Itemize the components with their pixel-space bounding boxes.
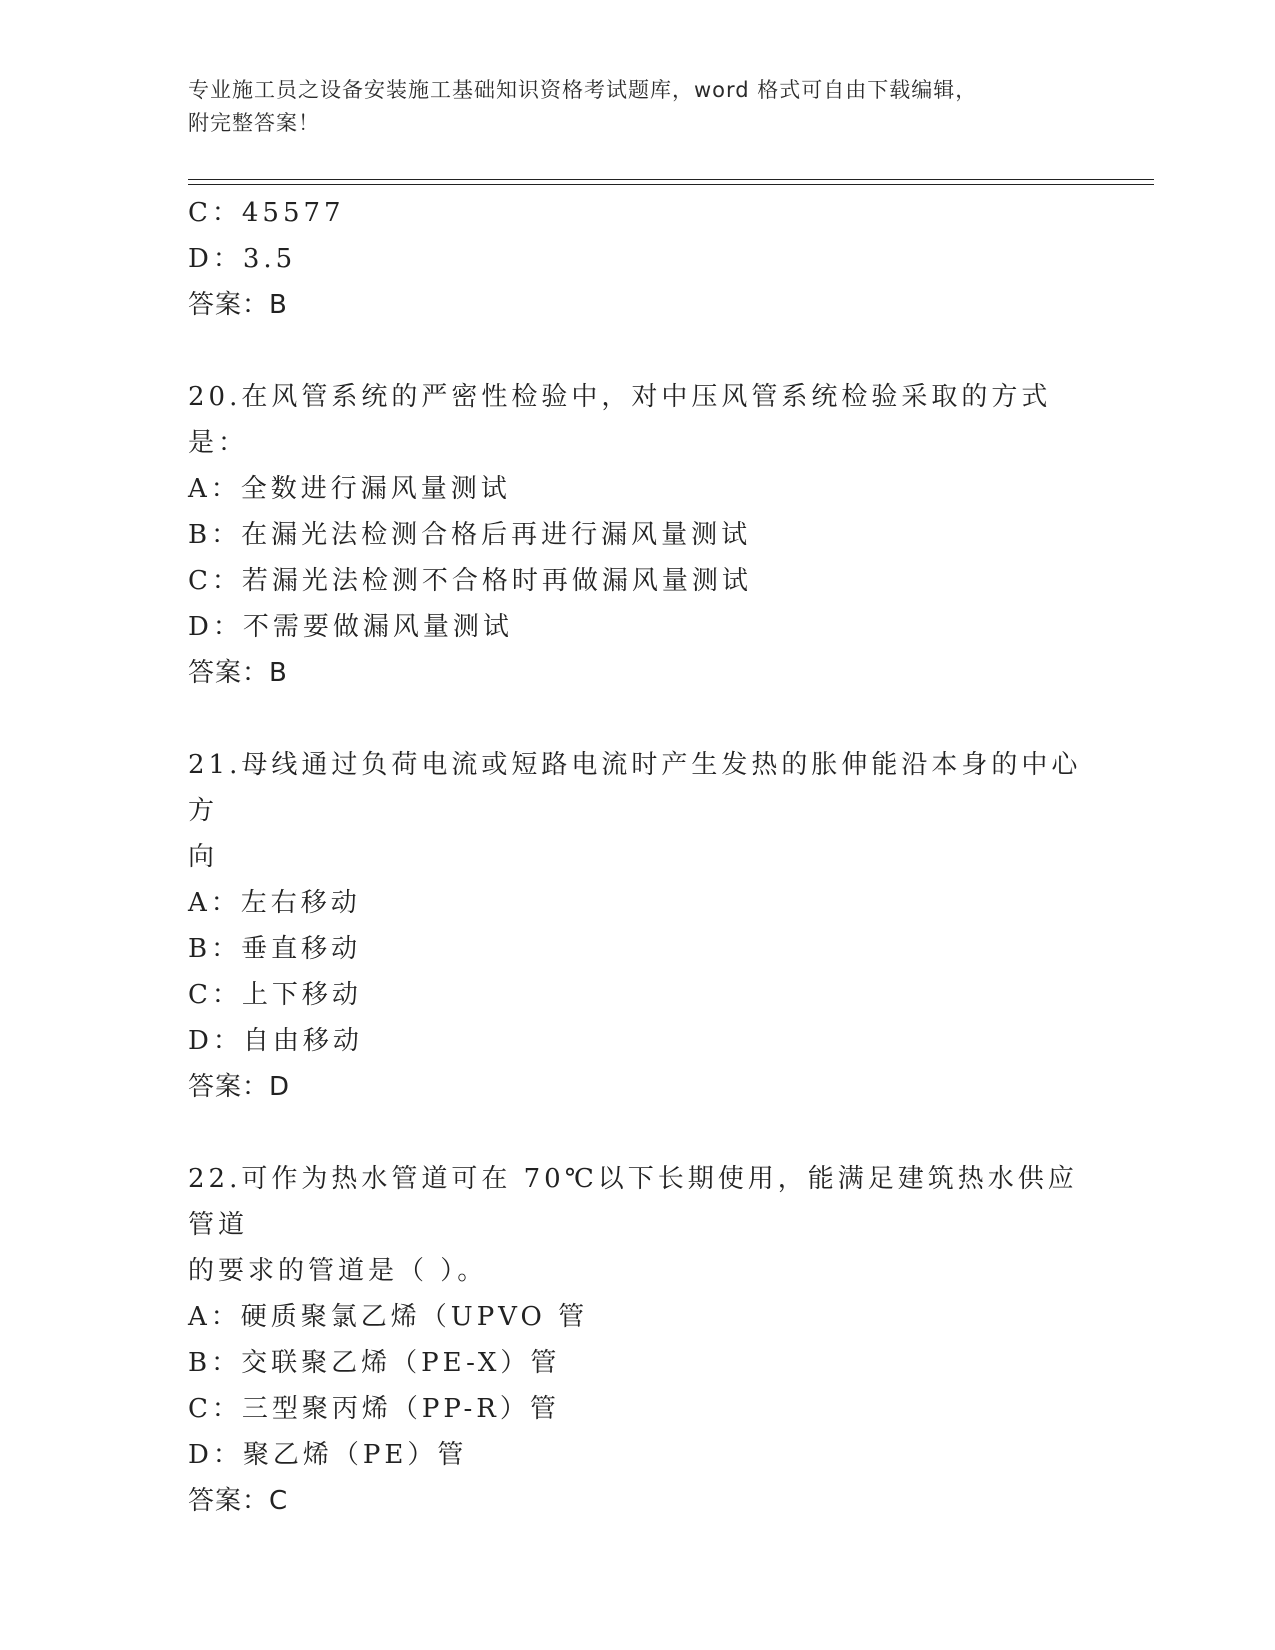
option-d: D：不需要做漏风量测试 — [188, 612, 513, 642]
spacer — [188, 696, 1088, 742]
option-a: A：全数进行漏风量测试 — [188, 474, 511, 504]
option-a: A：左右移动 — [188, 888, 361, 918]
option-b: B：垂直移动 — [188, 934, 362, 964]
question-text-line-2: 的要求的管道是（ ）。 — [188, 1256, 488, 1286]
option-c: C：三型聚丙烯（PP-R）管 — [188, 1394, 560, 1424]
answer-line: 答案：D — [188, 1072, 291, 1102]
option-c: C：若漏光法检测不合格时再做漏风量测试 — [188, 566, 752, 596]
question-20 — [188, 374, 1088, 696]
question-text-line-2: 向 — [188, 842, 219, 872]
option-c: C：45577 — [188, 198, 345, 228]
option-c: C：上下移动 — [188, 980, 362, 1010]
question-text-line-1: 21.母线通过负荷电流或短路电流时产生发热的胀伸能沿本身的中心方 — [188, 750, 1082, 826]
option-a: A：硬质聚氯乙烯（UPVO 管 — [188, 1302, 589, 1332]
question-22 — [188, 1156, 1088, 1524]
option-b: B：交联聚乙烯（PE-X）管 — [188, 1348, 561, 1378]
question-text-line-1: 22.可作为热水管道可在 70℃以下长期使用，能满足建筑热水供应管道 — [188, 1164, 1078, 1240]
option-b: B：在漏光法检测合格后再进行漏风量测试 — [188, 520, 752, 550]
answer-line: 答案：C — [188, 1486, 289, 1516]
spacer — [188, 1110, 1088, 1156]
option-d: D：自由移动 — [188, 1026, 363, 1056]
answer-line: 答案：B — [188, 290, 288, 320]
header-divider-bottom — [188, 184, 1154, 185]
spacer — [188, 328, 1088, 374]
previous-question-tail — [188, 190, 1088, 328]
option-d: D：聚乙烯（PE）管 — [188, 1440, 468, 1470]
header-divider-top — [188, 179, 1154, 180]
option-d: D：3.5 — [188, 244, 297, 274]
document-header — [188, 74, 1088, 140]
header-line-1: 专业施工员之设备安装施工基础知识资格考试题库，word 格式可自由下载编辑， — [188, 78, 978, 102]
answer-line: 答案：B — [188, 658, 288, 688]
question-text: 20.在风管系统的严密性检验中，对中压风管系统检验采取的方式是： — [188, 382, 1052, 458]
question-list — [188, 190, 1088, 1524]
header-line-2: 附完整答案！ — [188, 111, 320, 135]
question-21 — [188, 742, 1088, 1110]
